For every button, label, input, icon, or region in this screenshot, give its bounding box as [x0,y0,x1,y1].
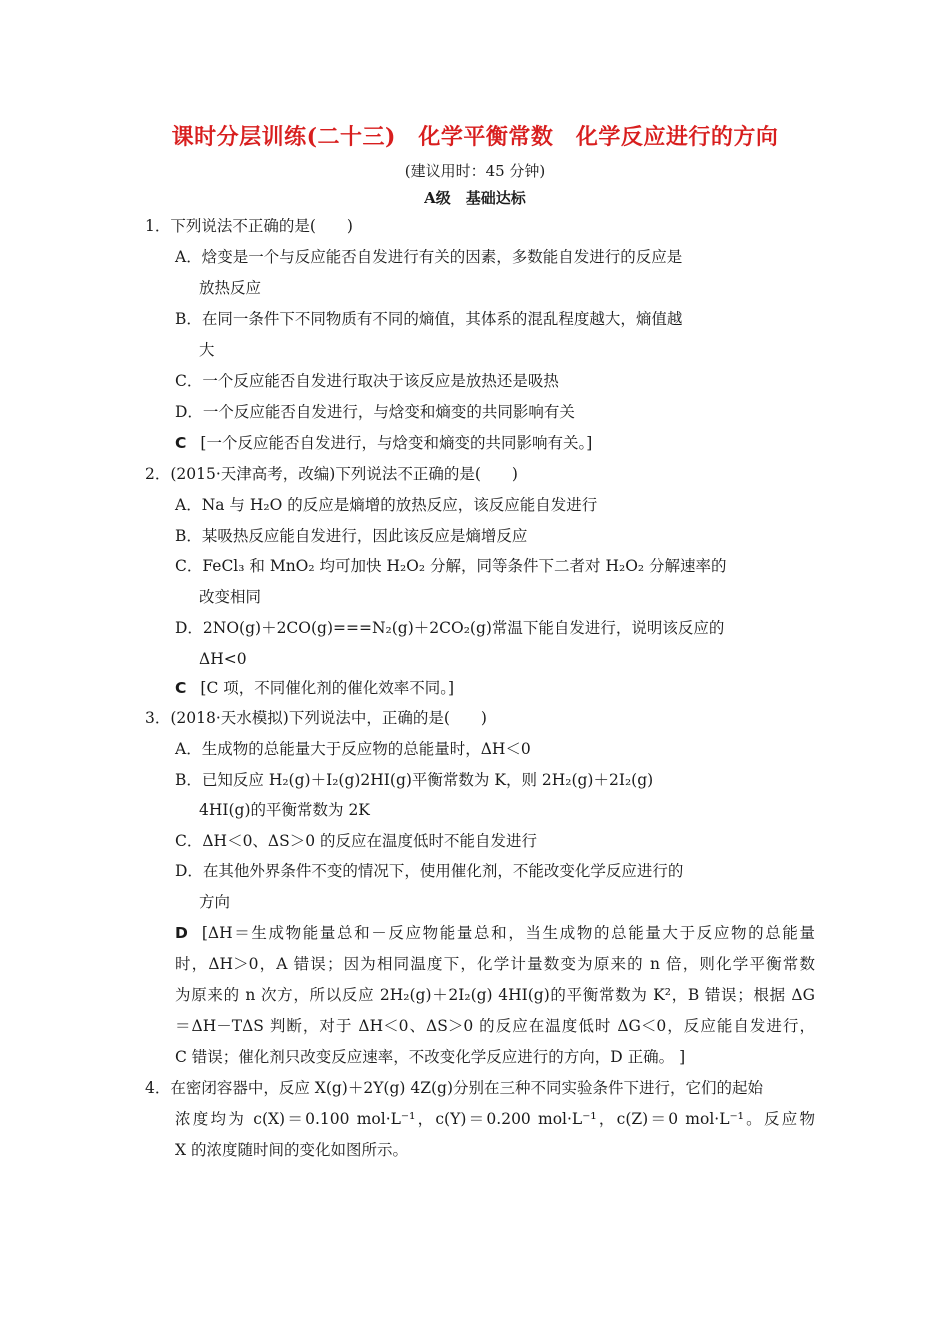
level-heading: A级 基础达标 [424,189,526,207]
q2-option-a: A．Na 与 H₂O 的反应是熵增的放热反应，该反应能自发进行 [175,496,598,514]
q1-option-b-cont: 大 [199,341,215,359]
q1-answer: C [175,434,187,452]
page-subtitle: (建议用时：45 分钟) [404,162,546,180]
q3-explanation-4: ＝ΔH－TΔS 判断，对于 ΔH＜0、ΔS＞0 的反应在温度低时 ΔG＜0，反应能自发进行， [175,1017,815,1035]
q1-explanation: [一个反应能否自发进行，与焓变和熵变的共同影响有关。] [200,434,593,452]
q2-option-d-cont: ΔH<0 [199,650,247,668]
q3-explanation-3: 为原来的 n 次方，所以反应 2H₂(g)＋2I₂(g) 4HI(g)的平衡常数为 K²，B 错误；根据 ΔG [175,986,815,1004]
q2-explanation: [C 项，不同催化剂的催化效率不同。] [200,679,455,697]
q3-option-d: D．在其他外界条件不变的情况下，使用催化剂，不能改变化学反应进行的 [175,862,684,880]
q2-option-c-cont: 改变相同 [199,588,262,606]
q4-line-1: 4．在密闭容器中，反应 X(g)＋2Y(g) 4Z(g)分别在三种不同实验条件下进行，它们的起始 [145,1079,764,1097]
q4-line-2: 浓度均为 c(X)＝0.100 mol·L⁻¹，c(Y)＝0.200 mol·L⁻¹，c(Z)＝0 mol·L⁻¹。反应物 [175,1110,815,1128]
q1-option-a-cont: 放热反应 [199,279,262,297]
q2-answer: C [175,679,187,697]
q3-option-b-cont: 4HI(g)的平衡常数为 2K [199,801,370,819]
q2-option-b: B．某吸热反应能自发进行，因此该反应是熵增反应 [175,527,528,545]
q3-option-d-cont: 方向 [199,893,231,911]
q4-line-3: X 的浓度随时间的变化如图所示。 [175,1141,408,1159]
q3-answer-line [175,923,815,943]
q1-answer-line [175,433,592,453]
q2-stem: 2．(2015·天津高考，改编)下列说法不正确的是( ) [145,465,518,483]
q1-option-a: A．焓变是一个与反应能否自发进行有关的因素，多数能自发进行的反应是 [175,248,683,266]
q3-stem: 3．(2018·天水模拟)下列说法中，正确的是( ) [145,709,487,727]
q1-option-c: C．一个反应能否自发进行取决于该反应是放热还是吸热 [175,372,559,390]
q3-explanation-1: [ΔH＝生成物能量总和－反应物能量总和，当生成物的总能量大于反应物的总能量 [201,924,815,942]
q3-option-c: C．ΔH＜0、ΔS＞0 的反应在温度低时不能自发进行 [175,832,538,850]
q1-option-b: B．在同一条件下不同物质有不同的熵值，其体系的混乱程度越大，熵值越 [175,310,683,328]
q3-option-a: A．生成物的总能量大于反应物的总能量时，ΔH＜0 [175,740,531,758]
page-title: 课时分层训练(二十三) 化学平衡常数 化学反应进行的方向 [171,124,779,150]
q3-explanation-5: C 错误；催化剂只改变反应速率，不改变化学反应进行的方向，D 正确。 ] [175,1048,686,1066]
q3-explanation-2: 时，ΔH＞0，A 错误；因为相同温度下，化学计量数变为原来的 n 倍，则化学平衡常数 [175,955,815,973]
q1-option-d: D．一个反应能否自发进行，与焓变和熵变的共同影响有关 [175,403,575,421]
q1-stem: 1．下列说法不正确的是( ) [145,217,353,235]
q2-option-d: D．2NO(g)＋2CO(g)===N₂(g)＋2CO₂(g)常温下能自发进行，说明该反应的 [175,619,725,637]
q2-answer-line [175,678,454,698]
q2-option-c: C．FeCl₃ 和 MnO₂ 均可加快 H₂O₂ 分解，同等条件下二者对 H₂O₂ 分解速率的 [175,557,727,575]
q3-option-b: B．已知反应 H₂(g)＋I₂(g)2HI(g)平衡常数为 K，则 2H₂(g)＋2I₂(g) [175,771,654,789]
q3-answer: D [175,924,188,942]
